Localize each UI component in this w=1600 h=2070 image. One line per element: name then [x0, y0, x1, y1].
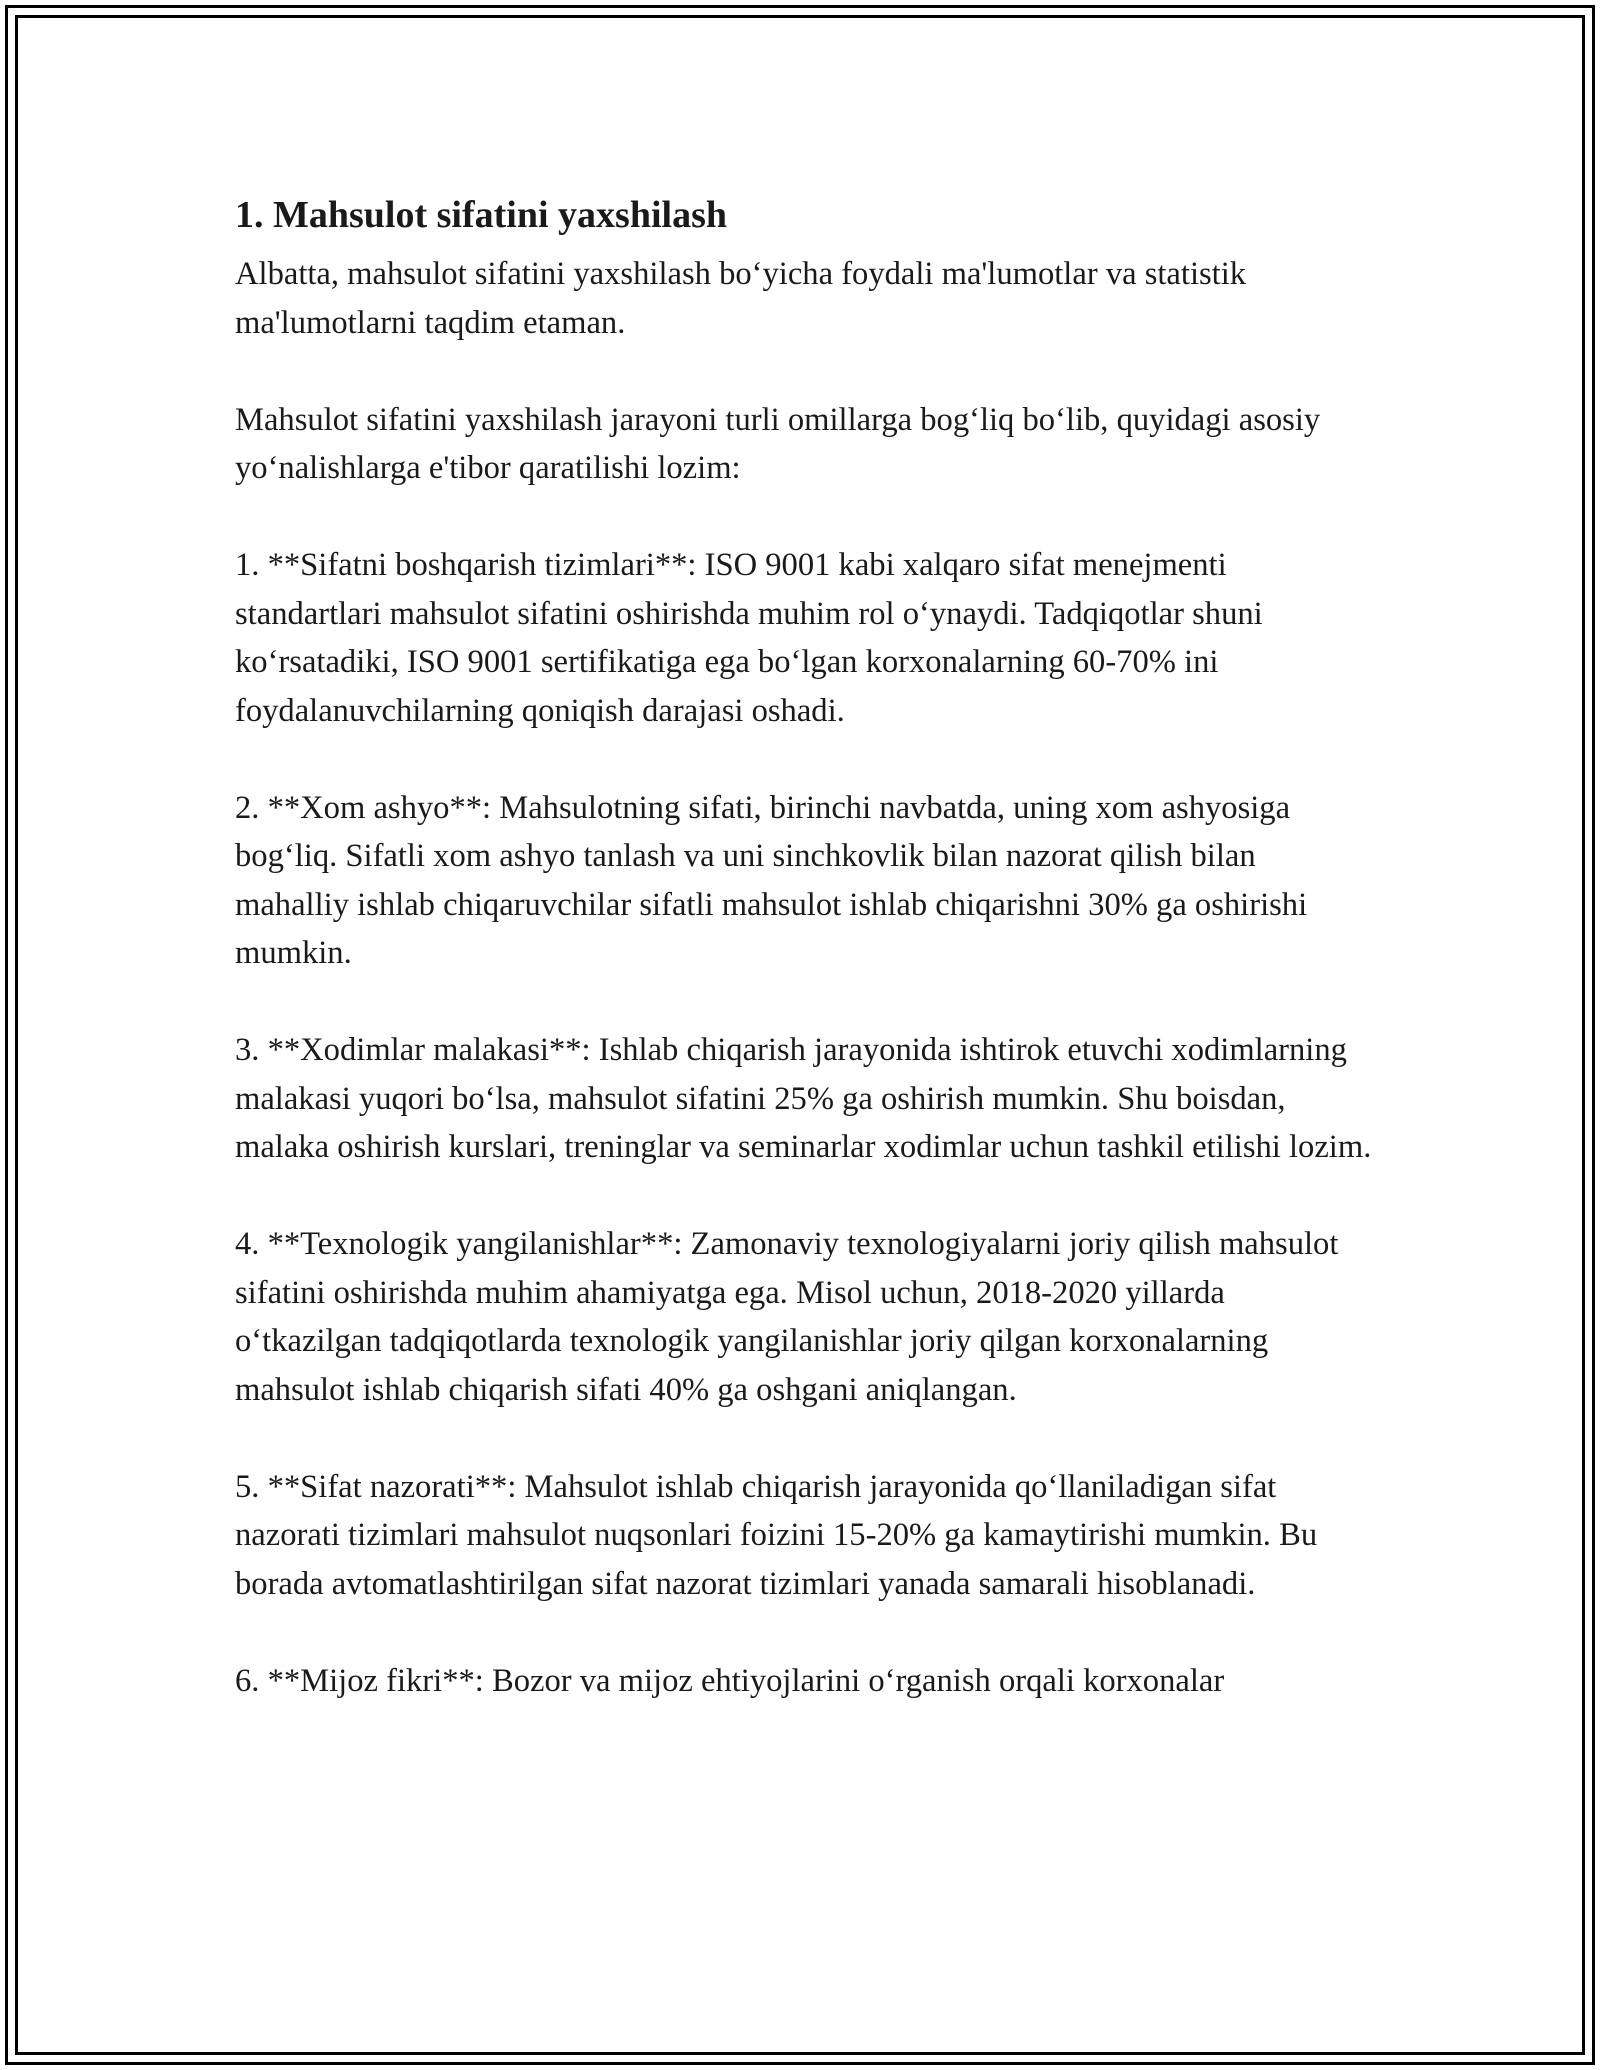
list-item-raw-materials: 2. **Xom ashyo**: Mahsulotning sifati, birinchi navbatda, uning xom ashyosiga bog‘liq. Sifatli xom ashyo tanlash va uni sinchkovlik bilan nazorat qilish bilan mahalliy ishlab chiqaruvchilar sifatli mahsulot ishlab chiqarishni 30% ga oshirishi mumkin.: [235, 789, 1308, 971]
list-item-staff-skills: 3. **Xodimlar malakasi**: Ishlab chiqarish jarayonida ishtirok etuvchi xodimlarning malakasi yuqori bo‘lsa, mahsulot sifatini 25% ga oshirish mumkin. Shu boisdan, malaka oshirish kurslari, treninglar va seminarlar xodimlar uchun tashkil etilishi lozim.: [235, 1032, 1372, 1165]
list-item-customer-feedback: 6. **Mijoz fikri**: Bozor va mijoz ehtiyojlarini o‘rganish orqali korxonalar: [235, 1662, 1225, 1699]
document-body: [235, 180, 1375, 1754]
list-item-quality-control: 5. **Sifat nazorati**: Mahsulot ishlab chiqarish jarayonida qo‘llaniladigan sifat nazorati tizimlari mahsulot nuqsonlari foizini 15-20% ga kamaytirishi mumkin. Bu borada avtomatlashtirilgan sifat nazorat tizimlari yanada samarali hisoblanadi.: [235, 1468, 1318, 1602]
document-title: 1. Mahsulot sifatini yaxshilash: [235, 194, 727, 236]
paragraph-intro: Albatta, mahsulot sifatini yaxshilash bo‘yicha foydali ma'lumotlar va statistik ma'lumotlarni taqdim etaman.: [235, 256, 1247, 341]
list-item-technology-updates: 4. **Texnologik yangilanishlar**: Zamonaviy texnologiyalarni joriy qilish mahsulot sifatini oshirishda muhim ahamiyatga ega. Misol uchun, 2018-2020 yillarda o‘tkazilgan tadqiqotlarda texnologik yangilanishlar joriy qilgan korxonalarning mahsulot ishlab chiqarish sifati 40% ga oshgani aniqlangan.: [235, 1226, 1339, 1408]
list-item-quality-management: 1. **Sifatni boshqarish tizimlari**: ISO 9001 kabi xalqaro sifat menejmenti standartlari mahsulot sifatini oshirishda muhim rol o‘ynaydi. Tadqiqotlar shuni ko‘rsatadiki, ISO 9001 sertifikatiga ega bo‘lgan korxonalarning 60-70% ini foydalanuvchilarning qoniqish darajasi oshadi.: [235, 547, 1263, 729]
paragraph-overview: Mahsulot sifatini yaxshilash jarayoni turli omillarga bog‘liq bo‘lib, quyidagi asosiy yo‘nalishlarga e'tibor qaratilishi lozim:: [235, 401, 1321, 486]
